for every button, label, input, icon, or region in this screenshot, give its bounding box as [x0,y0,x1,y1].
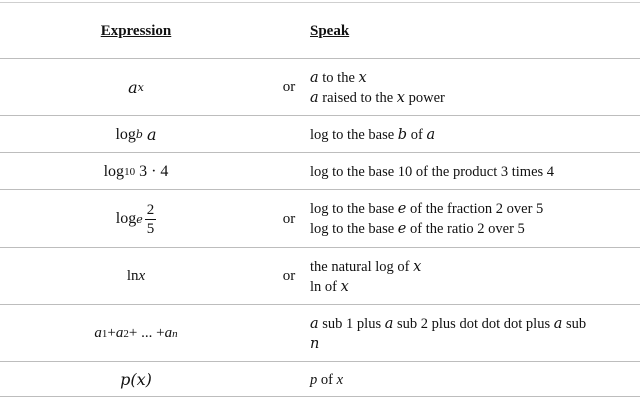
or-label: or [282,79,296,95]
table-row [0,361,640,397]
speak-cell: log to the base e of the fraction 2 over 5 log to the base e of the ratio 2 over 5 [310,201,544,237]
expression-cell: log 10 3 · 4 [103,162,169,180]
speak-cell: the natural log of x ln of x [310,258,422,295]
table-row [0,115,640,153]
table-row [0,189,640,248]
header-expression: Expression [100,22,172,39]
speak-cell: a to the x a raised to the x power [310,69,445,106]
speak-cell: log to the base b of a [310,126,436,143]
expression-cell: p (x) [120,370,152,389]
table-header-row [0,2,640,59]
table-row [0,304,640,362]
or-label: or [282,268,296,284]
header-speak: Speak [310,23,350,39]
expression-cell: a x [128,78,144,97]
table-row [0,152,640,190]
expression-cell: a 1 + a 2 + ... + a n [94,325,178,341]
fraction: $\frac{2}{5}$ [146,201,155,237]
speak-cell: log to the base 10 of the product 3 times 4 [310,163,555,180]
expression-cell: ln x [126,268,146,284]
expression-cell: log b a [115,125,157,144]
or-label: or [282,210,296,227]
speak-cell: p of x [310,371,344,388]
table-row [0,58,640,116]
speak-cell: a sub 1 plus a sub 2 plus dot dot dot plus a sub n [310,315,587,352]
expression-cell: log e $\frac{2}{5}$ [115,201,155,237]
table-row [0,247,640,305]
table-bottom-border [0,396,640,397]
